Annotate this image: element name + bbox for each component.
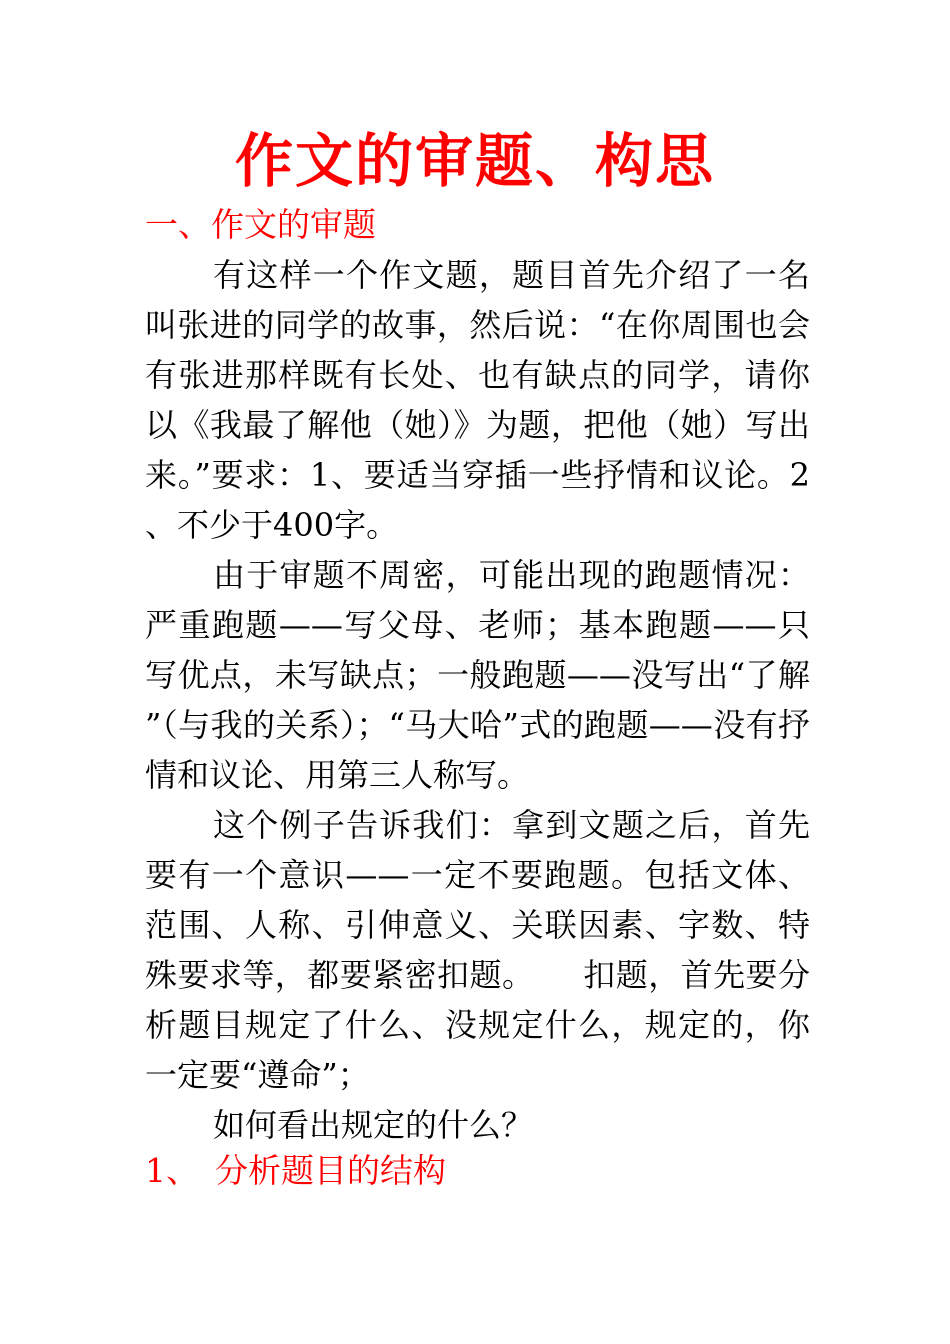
sub-heading <box>145 1146 446 1196</box>
sub-heading-number: 1、 <box>145 1151 199 1190</box>
sub-heading-text: 分析题目的结构 <box>215 1151 446 1190</box>
document-title: 作文的审题、构思 <box>234 127 715 195</box>
paragraph-3: 这个例子告诉我们：拿到文题之后，首先要有一个意识——一定不要跑题。包括文体、范围、人称、引伸意义、关联因素、字数、特殊要求等，都要紧密扣题。 扣题，首先要分析题目规定了什么、没规定什么，规定的，你一定要“遵命”； <box>145 806 810 1094</box>
paragraph-2: 由于审题不周密，可能出现的跑题情况：严重跑题——写父母、老师；基本跑题——只写优点，未写缺点；一般跑题——没写出“了解”（与我的关系）；“马大哈”式的跑题——没有抒情和议论、用第三人称写。 <box>145 556 810 794</box>
section-heading: 一、作文的审题 <box>145 205 376 244</box>
paragraph-1: 有这样一个作文题，题目首先介绍了一名叫张进的同学的故事，然后说：“在你周围也会有张进那样既有长处、也有缺点的同学，请你以《我最了解他（她）》为题，把他（她）写出来。”要求：1、要适当穿插一些抒情和议论。2、不少于400字。 <box>145 256 810 544</box>
body-text <box>145 250 810 1150</box>
paragraph-4: 如何看出规定的什么？ <box>213 1106 534 1144</box>
